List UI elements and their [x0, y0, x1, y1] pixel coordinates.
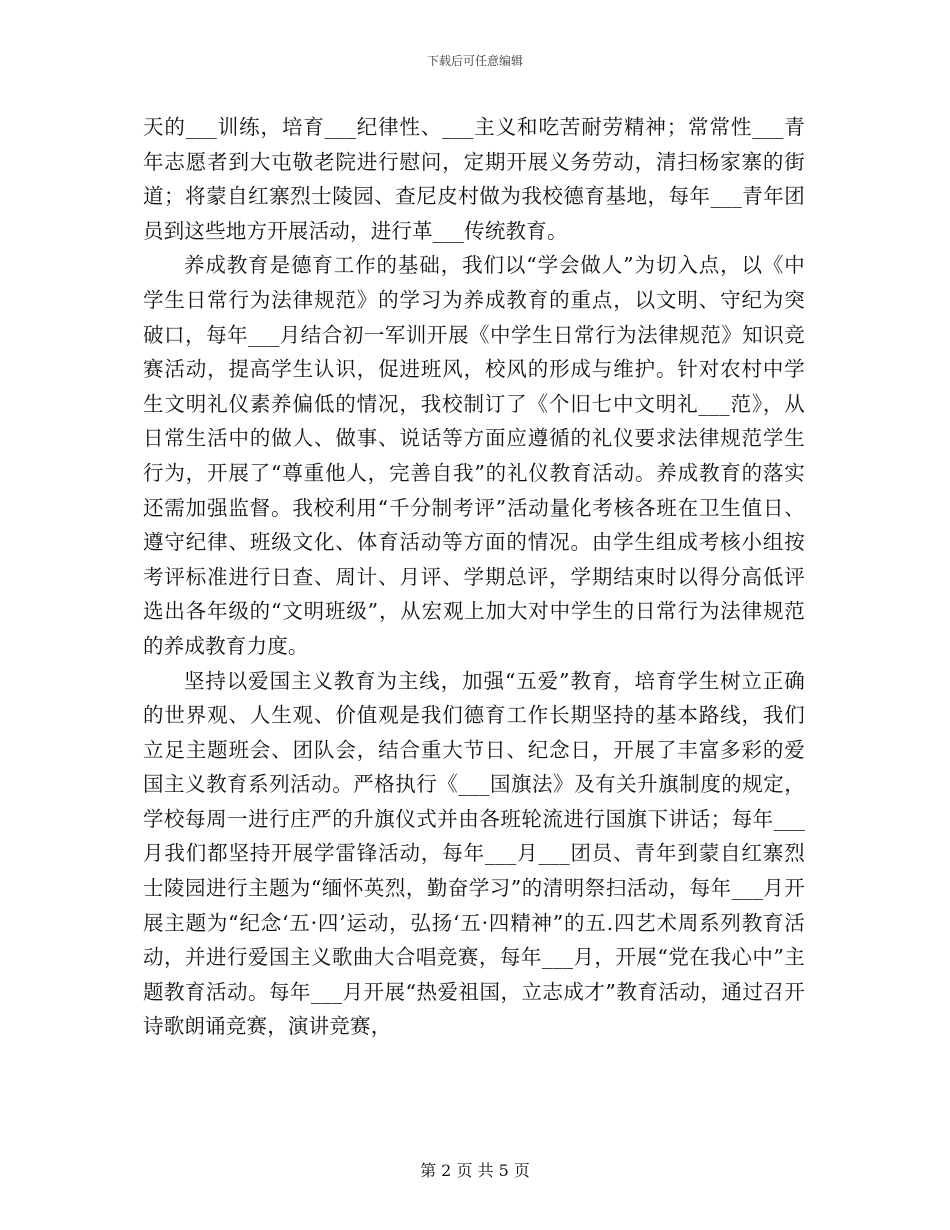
- paragraph-2: 养成教育是德育工作的基础，我们以“学会做人”为切入点，以《中学生日常行为法律规范》的学习为养成教育的重点，以文明、守纪为突破口，每年___月结合初一军训开展《中学生日常行为法律规范》知识竞赛活动，提高学生认识，促进班风，校风的形成与维护。针对农村中学生文明礼仪素养偏低的情况，我校制订了《个旧七中文明礼___范》，从日常生活中的做人、做事、说话等方面应遵循的礼仪要求法律规范学生行为，开展了“尊重他人，完善自我”的礼仪教育活动。养成教育的落实还需加强监督。我校利用“千分制考评”活动量化考核各班在卫生值日、遵守纪律、班级文化、体育活动等方面的情况。由学生组成考核小组按考评标准进行日查、周计、月评、学期总评，学期结束时以得分高低评选出各年级的“文明班级”，从宏观上加大对中学生的日常行为法律规范的养成教育力度。: [143, 253, 805, 658]
- document-body: [143, 110, 805, 1044]
- paragraph-1: 天的___训练，培育___纪律性、___主义和吃苦耐劳精神；常常性___青年志愿者到大屯敬老院进行慰问，定期开展义务劳动，清扫杨家寨的街道；将蒙自红寨烈士陵园、查尼皮村做为我校德育基地，每年___青年团员到这些地方开展活动，进行革___传统教育。: [143, 115, 805, 243]
- paragraph-3: 坚持以爱国主义教育为主线，加强“五爱”教育，培育学生树立正确的世界观、人生观、价值观是我们德育工作长期坚持的基本路线，我们立足主题班会、团队会，结合重大节日、纪念日，开展了丰富多彩的爱国主义教育系列活动。严格执行《___国旗法》及有关升旗制度的规定，学校每周一进行庄严的升旗仪式并由各班轮流进行国旗下讲话；每年___月我们都坚持开展学雷锋活动，每年___月___团员、青年到蒙自红寨烈士陵园进行主题为“缅怀英烈，勤奋学习”的清明祭扫活动，每年___月开展主题为“纪念‘五·四’运动，弘扬‘五·四精神”的五.四艺术周系列教育活动，并进行爱国主义歌曲大合唱竞赛，每年___月，开展“党在我心中”主题教育活动。每年___月开展“热爱祖国，立志成才”教育活动，通过召开诗歌朗诵竞赛，演讲竞赛，: [143, 668, 805, 1039]
- page-footer: 第 2 页 共 5 页: [420, 1161, 530, 1180]
- page-header: 下载后可任意编辑: [426, 54, 523, 68]
